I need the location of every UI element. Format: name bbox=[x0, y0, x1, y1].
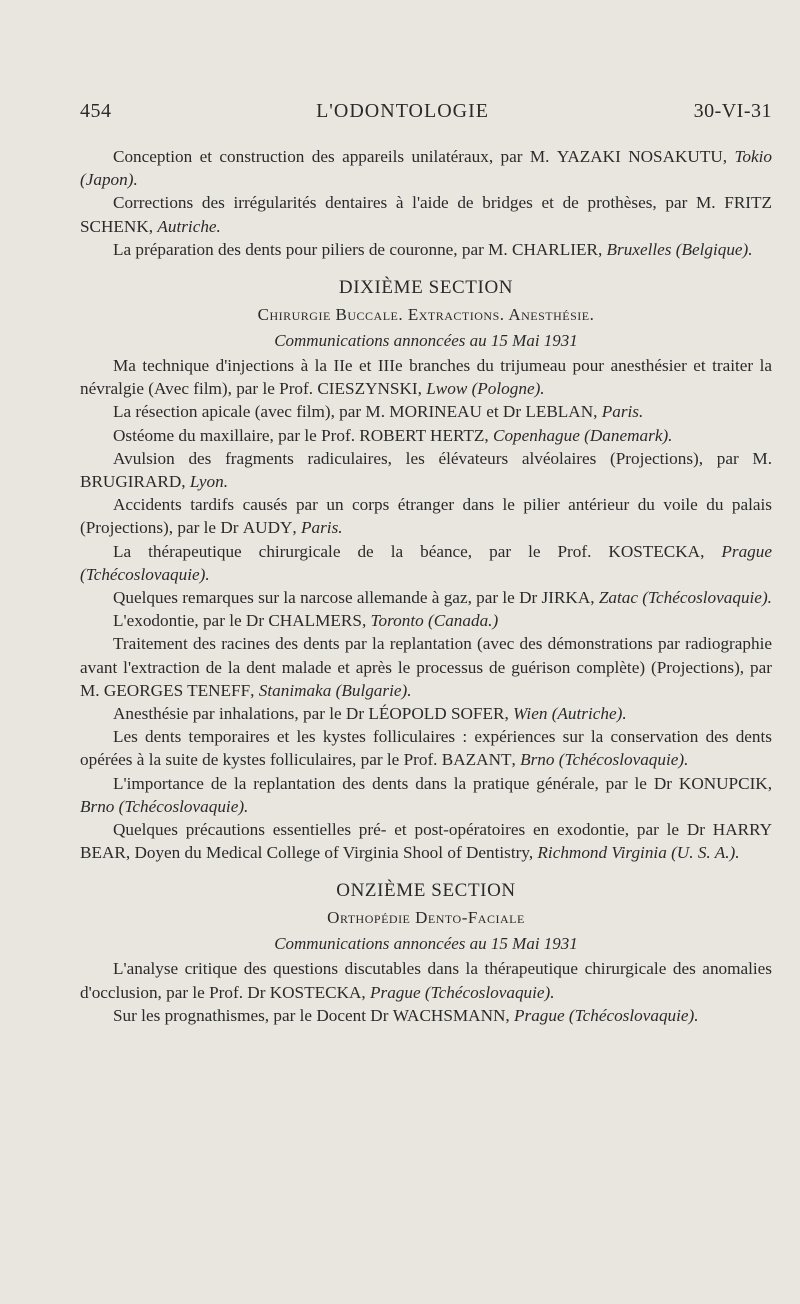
section-subtitle: Chirurgie Buccale. Extractions. Anesthésie. bbox=[257, 305, 595, 325]
section-ten bbox=[80, 277, 772, 864]
section-title: ONZIÈME SECTION bbox=[336, 880, 516, 902]
list-item: La thérapeutique chirurgicale de la béance, par le Prof. KOSTECKA, Prague (Tchécoslovaquie). bbox=[80, 541, 772, 584]
section-title: DIXIÈME SECTION bbox=[338, 277, 514, 299]
page-number: 454 bbox=[80, 100, 112, 122]
list-item: Corrections des irrégularités dentaires à l'aide de bridges et de prothèses, par M. FRITZ SCHENK, Autriche. bbox=[80, 193, 773, 236]
list-item: Ma technique d'injections à la IIe et IIIe branches du trijumeau pour anesthésier et traiter la névralgie (Avec film), par le Prof. CIESZYNSKI, Lwow (Pologne). bbox=[80, 356, 772, 399]
intro-entries bbox=[80, 145, 772, 261]
page-header bbox=[80, 100, 772, 123]
list-item: Conception et construction des appareils unilatéraux, par M. YAZAKI NOSAKUTU, Tokio (Japon). bbox=[80, 147, 773, 190]
journal-title: L'ODONTOLOGIE bbox=[316, 100, 489, 122]
issue-date: 30-VI-31 bbox=[693, 100, 772, 122]
list-item: Quelques remarques sur la narcose allemande à gaz, par le Dr JIRKA, Zatac (Tchécoslovaquie). bbox=[113, 588, 772, 608]
list-item: Accidents tardifs causés par un corps étranger dans le pilier antérieur du voile du palais (Projections), par le Dr AUDY, Paris. bbox=[80, 495, 772, 538]
list-item: Ostéome du maxillaire, par le Prof. ROBERT HERTZ, Copenhague (Danemark). bbox=[113, 425, 673, 445]
section-date: Communications annoncées au 15 Mai 1931 bbox=[274, 331, 578, 351]
section-eleven bbox=[80, 880, 772, 1027]
list-item: L'importance de la replantation des dents dans la pratique générale, par le Dr KONUPCIK, Brno (Tchécoslovaquie). bbox=[80, 773, 773, 816]
section-subtitle: Orthopédie Dento-Faciale bbox=[327, 908, 525, 928]
list-item: La résection apicale (avec film), par M. MORINEAU et Dr LEBLAN, Paris. bbox=[113, 402, 644, 422]
list-item: Les dents temporaires et les kystes folliculaires : expériences sur la conservation des dents opérées à la suite de kystes folliculaires, par le Prof. BAZANT, Brno (Tchécoslovaquie). bbox=[80, 727, 772, 770]
section-date: Communications annoncées au 15 Mai 1931 bbox=[274, 934, 578, 954]
list-item: L'exodontie, par le Dr CHALMERS, Toronto (Canada.) bbox=[113, 611, 499, 631]
list-item: La préparation des dents pour piliers de couronne, par M. CHARLIER, Bruxelles (Belgique). bbox=[113, 239, 753, 259]
list-item: Quelques précautions essentielles pré- et post-opératoires en exodontie, par le Dr HARRY BEAR, Doyen du Medical College of Virginia Shool of Dentistry, Richmond Virginia (U. S. A.). bbox=[80, 820, 773, 863]
list-item: Avulsion des fragments radiculaires, les élévateurs alvéolaires (Projections), par M. BRUGIRARD, Lyon. bbox=[80, 448, 772, 492]
list-item: Sur les prognathismes, par le Docent Dr WACHSMANN, Prague (Tchécoslovaquie). bbox=[113, 1005, 699, 1025]
list-item: L'analyse critique des questions discutables dans la thérapeutique chirurgicale des anomalies d'occlusion, par le Prof. Dr KOSTECKA, Prague (Tchécoslovaquie). bbox=[80, 959, 772, 1002]
list-item: Traitement des racines des dents par la replantation (avec des démonstrations par radiographie avant l'extraction de la dent malade et après le processus de guérison complète) (Projections), par M. GEORGES TENEFF, Stanimaka (Bulgarie). bbox=[80, 634, 772, 700]
list-item: Anesthésie par inhalations, par le Dr LÉOPOLD SOFER, Wien (Autriche). bbox=[113, 704, 627, 724]
